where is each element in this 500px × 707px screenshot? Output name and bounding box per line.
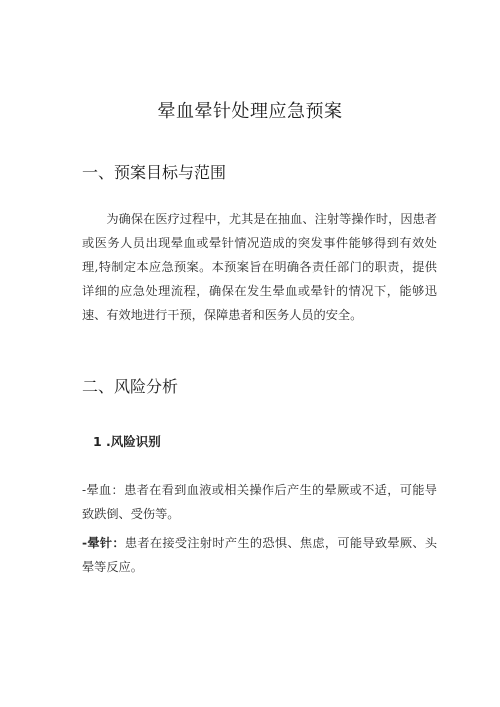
section1-body: 为确保在医疗过程中，尤其是在抽血、注射等操作时，因患者或医务人员出现晕血或晕针情况造成的突发事件能够得到有效处理,特制定本应急预案。本预案旨在明确各责任部门的职责，提供详细的应急处理流程，确保在发生晕血或晕针的情况下，能够迅速、有效地进行干预，保障患者和医务人员的安全。 — [82, 212, 437, 322]
risk-item-text: 患者在看到血液或相关操作后产生的晕厥或不适，可能导致跌倒、受伤等。 — [82, 483, 437, 521]
section2-subheading: 1 .风险识别 — [93, 434, 161, 449]
risk-item-fainting-needle — [82, 531, 437, 579]
risk-item-term: -晕血： — [82, 483, 125, 497]
risk-item-text: 患者在接受注射时产生的恐惧、焦虑，可能导致晕厥、头晕等反应。 — [82, 536, 438, 574]
risk-item-fainting-blood — [82, 478, 437, 526]
section2-heading: 二、风险分析 — [82, 377, 179, 396]
document-title: 晕血晕针处理应急预案 — [157, 101, 343, 122]
risk-item-term: -晕针： — [82, 536, 125, 550]
section1-heading: 一、预案目标与范围 — [82, 163, 227, 182]
